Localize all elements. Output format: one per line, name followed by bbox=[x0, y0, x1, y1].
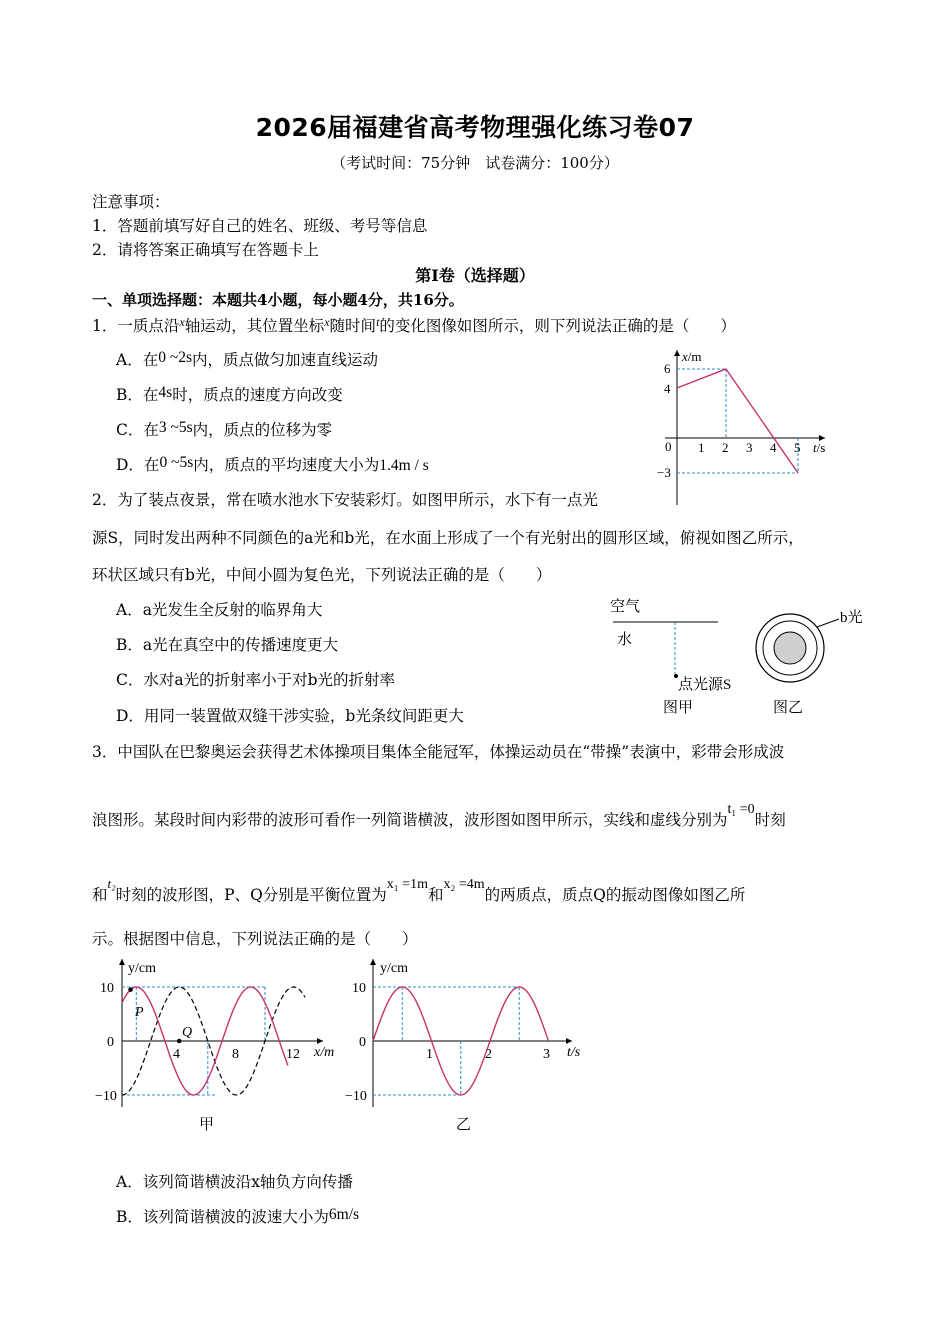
x-tick: 8 bbox=[232, 1047, 239, 1062]
y-tick: −10 bbox=[345, 1089, 367, 1104]
page-title: 2026届福建省高考物理强化练习卷07 bbox=[255, 113, 695, 142]
q1-stem: 1．一质点沿$^x$轴运动，其位置坐标$^x$随时间$^t$的变化图像如图所示，则下列说法正确的是（ ） bbox=[92, 315, 736, 335]
q1-option-d[interactable]: D．在0 ~5s内，质点的平均速度大小为1.4m / s bbox=[116, 454, 429, 474]
q2-stem-line1: 2．为了装点夜景，常在喷水池水下安装彩灯。如图甲所示，水下有一点光 bbox=[92, 491, 598, 509]
air-label: 空气 bbox=[610, 599, 641, 615]
figure-caption: 甲 bbox=[199, 1117, 215, 1133]
y-tick: 0 bbox=[107, 1035, 114, 1050]
position-curve bbox=[677, 369, 798, 473]
figure-caption: 图乙 bbox=[773, 700, 804, 716]
q2-option-c[interactable]: C．水对a光的折射率小于对b光的折射率 bbox=[116, 671, 396, 689]
x-tick: 3 bbox=[543, 1047, 550, 1062]
q2-option-d[interactable]: D．用同一装置做双缝干涉实验，b光条纹间距更大 bbox=[116, 707, 464, 725]
q3-wave-graph bbox=[95, 955, 350, 1140]
q1-option-a[interactable]: A．在0 ~2s内，质点做匀加速直线运动 bbox=[116, 349, 379, 369]
y-axis-label: y/cm bbox=[380, 961, 408, 976]
label-leader bbox=[817, 619, 839, 627]
q3-stem-line1: 3．中国队在巴黎奥运会获得艺术体操项目集体全能冠军，体操运动员在“带操”表演中，彩带会形成波 bbox=[92, 743, 785, 761]
point-q-label: Q bbox=[182, 1025, 193, 1040]
y-tick: 4 bbox=[664, 381, 671, 396]
origin-label: 0 bbox=[665, 439, 672, 454]
x-tick: 2 bbox=[722, 440, 729, 455]
y-tick: 0 bbox=[359, 1035, 366, 1050]
composite-light-circle bbox=[774, 632, 806, 664]
q2-figure bbox=[605, 592, 870, 720]
light-source-label: 点光源S bbox=[678, 677, 732, 693]
notes-heading: 注意事项： bbox=[92, 193, 170, 211]
note-item: 2．请将答案正确填写在答题卡上 bbox=[92, 241, 319, 259]
q3-stem-line4: 示。根据图中信息，下列说法正确的是（ ） bbox=[92, 930, 418, 948]
y-axis-label: y/cm bbox=[128, 961, 156, 976]
q3-vibration-graph bbox=[340, 955, 595, 1140]
x-tick: 1 bbox=[698, 440, 705, 455]
x-tick: 2 bbox=[485, 1047, 492, 1062]
q2-stem-line3: 环状区域只有b光，中间小圆为复色光，下列说法正确的是（ ） bbox=[92, 566, 552, 584]
q3-option-b[interactable]: B．该列简谐横波的波速大小为6m/s bbox=[116, 1206, 360, 1226]
point-p-label: P bbox=[135, 1005, 144, 1020]
x-axis-label: t/s bbox=[813, 440, 826, 455]
q2-option-b[interactable]: B．a光在真空中的传播速度更大 bbox=[116, 636, 339, 654]
section-title: 第Ⅰ卷（选择题） bbox=[415, 266, 535, 285]
y-axis-label: x/m bbox=[682, 349, 702, 364]
x-tick: 1 bbox=[426, 1047, 433, 1062]
q3-option-a[interactable]: A．该列简谐横波沿x轴负方向传播 bbox=[116, 1173, 353, 1191]
x-axis-label: t/s bbox=[567, 1045, 581, 1060]
y-tick: 6 bbox=[664, 361, 671, 376]
x-tick: 5 bbox=[794, 440, 801, 455]
q1-xt-graph bbox=[655, 340, 835, 510]
y-tick: −3 bbox=[657, 465, 671, 480]
point-q bbox=[177, 1039, 182, 1044]
x-tick: 4 bbox=[770, 440, 777, 455]
figure-caption: 乙 bbox=[456, 1117, 472, 1133]
x-tick: 3 bbox=[746, 440, 753, 455]
figure-caption: 图甲 bbox=[663, 700, 694, 716]
b-light-label: b光 bbox=[840, 610, 863, 626]
y-tick: 10 bbox=[100, 981, 114, 996]
q3-stem-line2: 浪图形。某段时间内彩带的波形可看作一列简谐横波，波形图如图甲所示，实线和虚线分别为t₁ =0时刻 bbox=[92, 802, 786, 829]
q2-option-a[interactable]: A．a光发生全反射的临界角大 bbox=[116, 601, 323, 619]
q1-option-b[interactable]: B．在4s时，质点的速度方向改变 bbox=[116, 384, 343, 404]
water-label: 水 bbox=[617, 632, 633, 648]
point-p bbox=[128, 987, 133, 992]
q2-stem-line2: 源S，同时发出两种不同颜色的a光和b光，在水面上形成了一个有光射出的圆形区域，俯视如图乙所示， bbox=[92, 529, 804, 547]
x-tick: 12 bbox=[286, 1047, 300, 1062]
x-axis-label: x/m bbox=[314, 1045, 335, 1060]
y-tick: −10 bbox=[95, 1089, 117, 1104]
y-tick: 10 bbox=[352, 981, 366, 996]
part-heading: 一、单项选择题：本题共4小题，每小题4分，共16分。 bbox=[92, 291, 464, 309]
q3-stem-line3: 和$^{t_2}$时刻的波形图，P、Q分别是平衡位置为x₁ =1m和x₂ =4m的两质点，质点Q的振动图像如图乙所 bbox=[92, 876, 746, 904]
q1-option-c[interactable]: C．在3 ~5s内，质点的位移为零 bbox=[116, 419, 333, 439]
x-tick: 4 bbox=[173, 1047, 180, 1062]
exam-info: （考试时间：75分钟 试卷满分：100分） bbox=[331, 154, 619, 172]
note-item: 1．答题前填写好自己的姓名、班级、考号等信息 bbox=[92, 217, 428, 235]
